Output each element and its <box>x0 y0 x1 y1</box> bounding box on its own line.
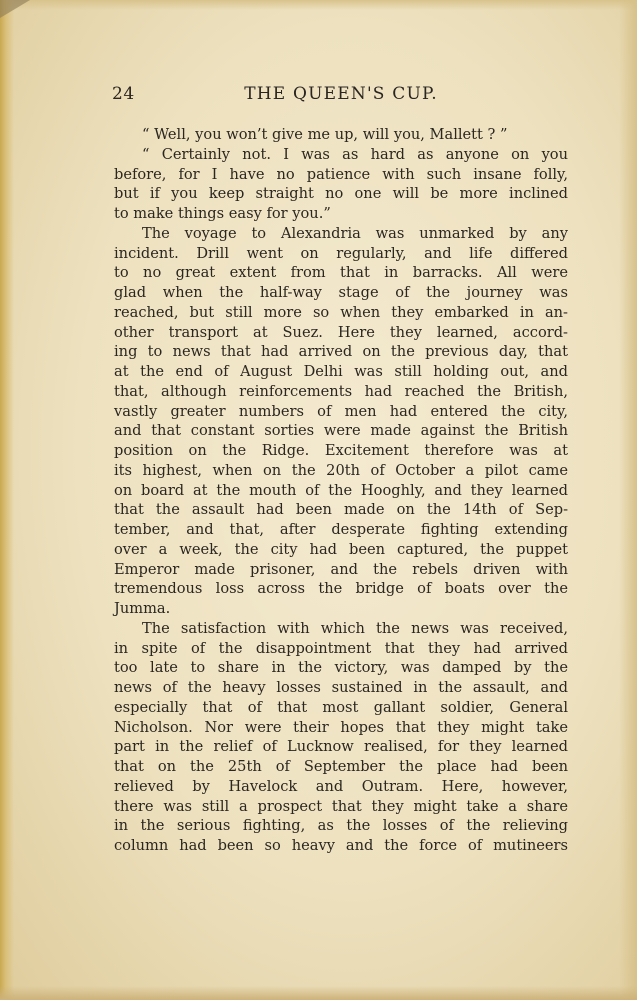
text-line: to make things easy for you.” <box>114 205 331 222</box>
page-top-edge <box>0 0 637 10</box>
text-line: ing to news that had arrived on the previous day, that <box>114 343 568 361</box>
text-line: glad when the half-way stage of the journey was <box>114 284 568 301</box>
text-line: news of the heavy losses sustained in the assault, and <box>114 679 568 696</box>
text-line: in the serious fighting, as the losses of the relieving <box>114 817 568 835</box>
page-bottom-edge <box>0 986 637 1000</box>
page-right-edge <box>619 0 637 1000</box>
text-line: at the end of August Delhi was still holding out, and <box>114 363 568 380</box>
text-line: to no great extent from that in barracks. All were <box>114 264 568 282</box>
text-line: The voyage to Alexandria was unmarked by any <box>142 224 568 242</box>
text-line: that the assault had been made on the 14th of Sep- <box>114 501 568 519</box>
text-line: on board at the mouth of the Hooghly, and they learned <box>114 481 568 499</box>
running-header <box>112 84 570 108</box>
text-line: especially that of that most gallant soldier, General <box>114 698 568 716</box>
text-line: reached, but still more so when they embarked in an- <box>114 303 568 321</box>
text-line: its highest, when on the 20th of October a pilot came <box>114 461 568 479</box>
folded-corner <box>0 0 30 18</box>
body-text <box>114 125 568 856</box>
text-line: position on the Ridge. Excitement therefore was at <box>114 442 568 459</box>
text-line: “ Certainly not. I was as hard as anyone on you <box>142 145 568 163</box>
text-line: other transport at Suez. Here they learned, accord- <box>114 323 568 341</box>
text-line: vastly greater numbers of men had entered the city, <box>114 402 568 420</box>
text-line: The satisfaction with which the news was received, <box>142 619 568 637</box>
text-line: and that constant sorties were made against the British <box>114 422 568 440</box>
text-line: there was still a prospect that they might take a share <box>114 797 568 815</box>
text-line: Emperor made prisoner, and the rebels driven with <box>114 560 568 578</box>
text-line: but if you keep straight no one will be more inclined <box>114 185 568 203</box>
page-binding-edge <box>0 0 14 1000</box>
text-line: tremendous loss across the bridge of boats over the <box>114 580 568 598</box>
text-line: part in the relief of Lucknow realised, for they learned <box>114 738 568 756</box>
text-line: tember, and that, after desperate fighting extending <box>114 521 568 538</box>
text-line: that on the 25th of September the place had been <box>114 758 568 775</box>
page-number: 24 <box>112 84 135 104</box>
text-line: too late to share in the victory, was damped by the <box>114 659 568 677</box>
text-line: incident. Drill went on regularly, and life differed <box>114 244 568 262</box>
text-line: relieved by Havelock and Outram. Here, however, <box>114 777 568 795</box>
text-line: Jumma. <box>114 600 171 617</box>
text-line: column had been so heavy and the force of mutineers <box>114 837 568 854</box>
text-line: before, for I have no patience with such insane folly, <box>114 165 568 183</box>
text-line: that, although reinforcements had reached the British, <box>114 382 568 400</box>
text-line: over a week, the city had been captured, the puppet <box>114 540 568 558</box>
text-line: “ Well, you won’t give me up, will you, Mallett ? ” <box>142 126 508 143</box>
running-title: THE QUEEN'S CUP. <box>244 84 438 104</box>
text-line: Nicholson. Nor were their hopes that they might take <box>114 718 568 736</box>
text-line: in spite of the disappointment that they had arrived <box>114 639 568 657</box>
